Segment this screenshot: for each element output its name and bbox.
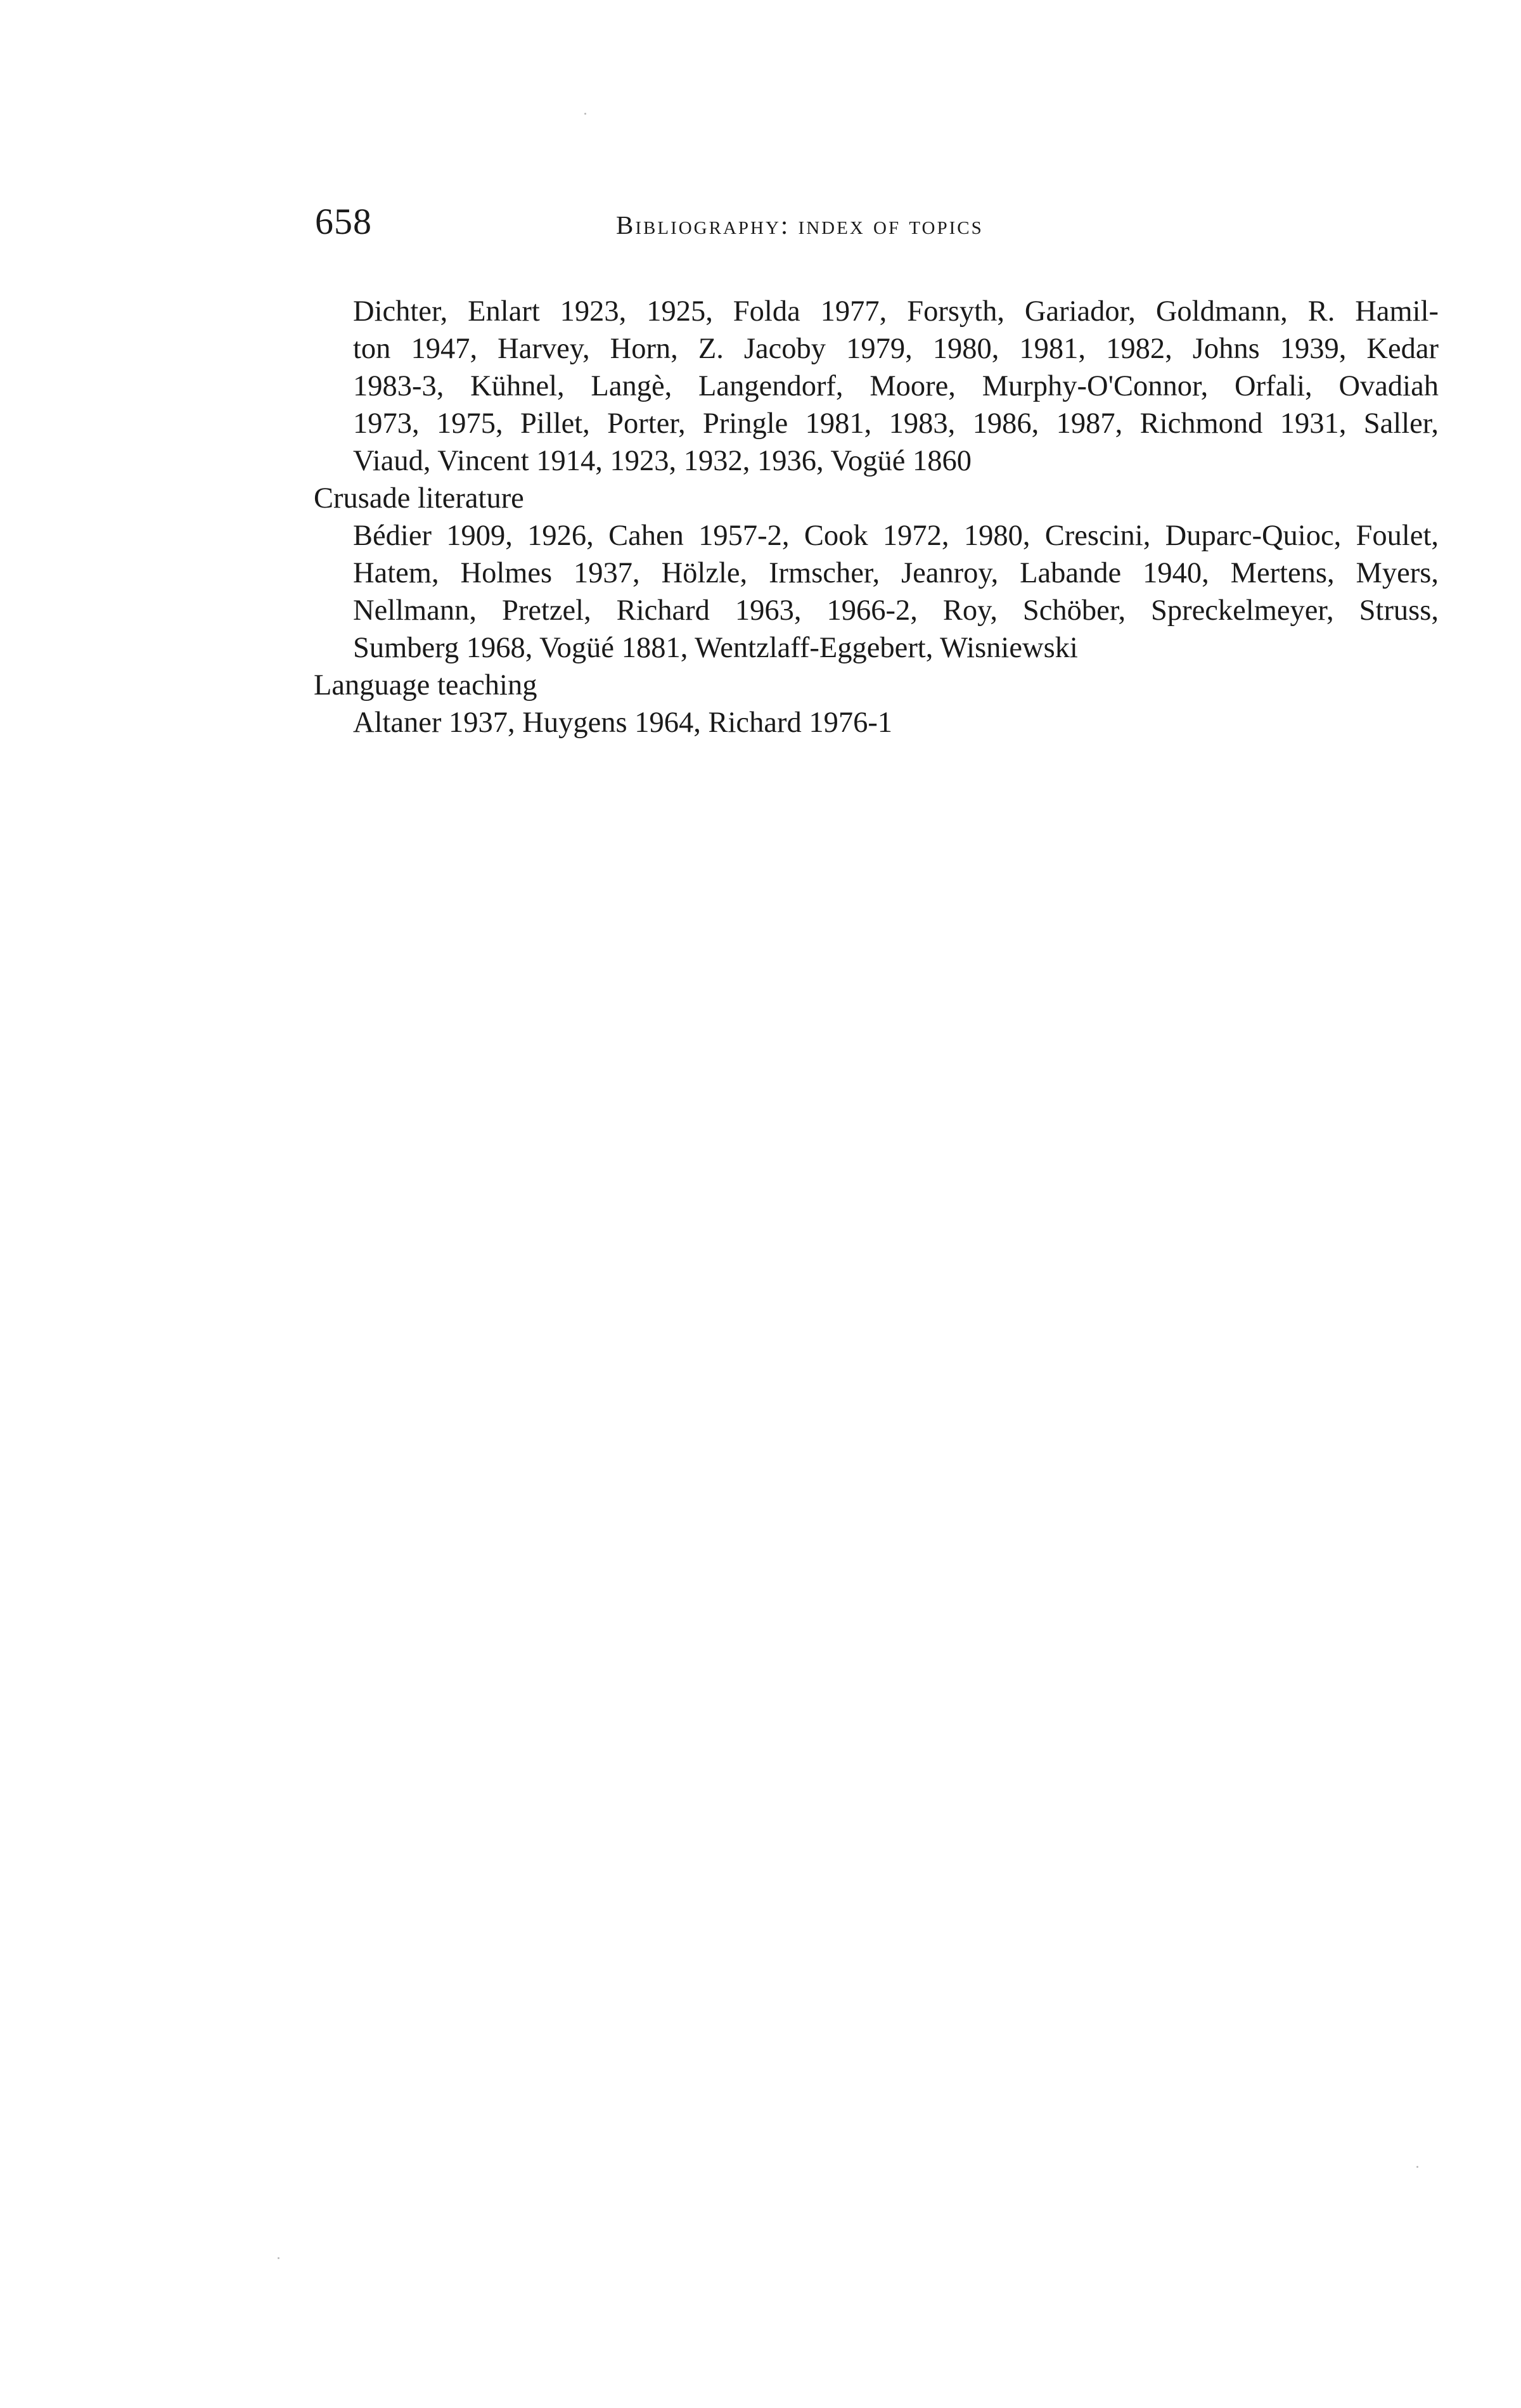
entry-line: ton 1947, Harvey, Horn, Z. Jacoby 1979, 1980, 1981, 1982, Johns 1939, Kedar — [353, 333, 1439, 365]
running-title: bibliography: index of topics — [616, 210, 984, 240]
entry-line: Bédier 1909, 1926, Cahen 1957-2, Cook 1972, 1980, Crescini, Duparc-Quioc, Foulet, — [353, 520, 1439, 552]
continued-entries — [314, 293, 1439, 480]
entry-line: Hatem, Holmes 1937, Hölzle, Irmscher, Jeanroy, Labande 1940, Mertens, Myers, — [353, 557, 1439, 589]
entry-line: 1973, 1975, Pillet, Porter, Pringle 1981, 1983, 1986, 1987, Richmond 1931, Saller, — [353, 407, 1439, 440]
entry-line: Viaud, Vincent 1914, 1923, 1932, 1936, Vogüé 1860 — [353, 445, 972, 477]
entry-line: 1983-3, Kühnel, Langè, Langendorf, Moore, Murphy-O'Connor, Orfali, Ovadiah — [353, 370, 1439, 402]
page-number: 658 — [315, 201, 372, 242]
running-head — [315, 196, 1139, 247]
entry-line: Sumberg 1968, Vogüé 1881, Wentzlaff-Eggebert, Wisniewski — [353, 632, 1078, 664]
topic-crusade-literature — [314, 480, 1439, 667]
entry-line: Altaner 1937, Huygens 1964, Richard 1976-1 — [353, 707, 893, 739]
paper-speck — [1416, 2166, 1418, 2168]
topic-entries — [314, 517, 1439, 667]
entry-line: Dichter, Enlart 1923, 1925, Folda 1977, Forsyth, Gariador, Goldmann, R. Hamil- — [353, 295, 1439, 328]
index-body — [314, 293, 1439, 741]
paper-speck — [278, 2257, 279, 2259]
topic-language-teaching — [314, 667, 1439, 741]
entry-line: Nellmann, Pretzel, Richard 1963, 1966-2, Roy, Schöber, Spreckelmeyer, Struss, — [353, 594, 1439, 627]
paper-speck — [584, 113, 586, 115]
topic-heading: Language teaching — [314, 669, 537, 701]
topic-entries — [314, 704, 1439, 741]
topic-heading: Crusade literature — [314, 482, 524, 515]
